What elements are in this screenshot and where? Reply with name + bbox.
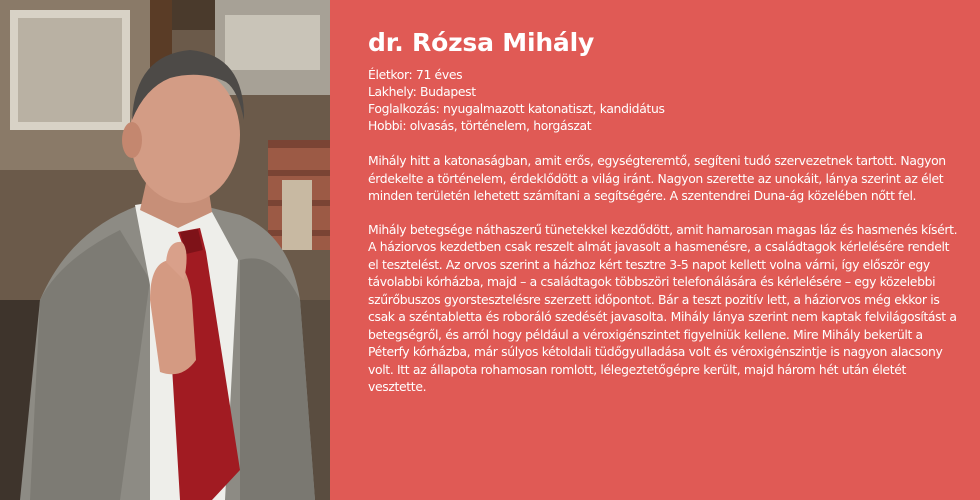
- bio-panel: [330, 0, 980, 500]
- person-name: dr. Rózsa Mihály: [368, 28, 595, 57]
- fact-age: Életkor: 71 éves: [368, 67, 463, 82]
- facts-list: [368, 66, 958, 134]
- portrait-photo: [0, 0, 330, 500]
- bio-paragraph-1: Mihály hitt a katonaságban, amit erős, egységteremtő, segíteni tudó szervezetnek tartott. Nagyon érdekelte a történelem, érdeklődött a világ iránt. Nagyon szerette az unokáit, lánya szerint az élet minden területén lehetett számítani a segítségére. A szentendrei Duna-ág közelében nőtt fel.: [368, 153, 946, 203]
- fact-occupation: Foglalkozás: nyugalmazott katonatiszt, kandidátus: [368, 101, 665, 116]
- fact-residence: Lakhely: Budapest: [368, 84, 476, 99]
- bio-paragraph-2: Mihály betegsége náthaszerű tünetekkel kezdődött, amit hamarosan magas láz és hasmenés kísért. A háziorvos kezdetben csak reszelt almát javasolt a hasmenésre, a családtagok kérlelésére rendelt el tesztelést. Az orvos szerint a házhoz kért tesztre 3-5 napot kellett volna várni, így először egy távolabbi kórházba, majd – a családtagok többszöri telefonálására és kérlelésére – egy közelebbi szűrőbuszos gyorstesztelésre szerzett időpontot. Bár a teszt pozitív lett, a háziorvos még ekkor is csak a széntabletta és roboráló szedését javasolta. Mihály lánya szerint nem kaptak felvilágosítást a betegségről, és arról hogy például a véroxigénszintet figyelniük kellene. Mire Mihály bekerült a Péterfy kórházba, már súlyos kétoldali tüdőgyulladása volt és véroxigénszintje is nagyon alacsony volt. Itt az állapota rohamosan romlott, lélegeztetőgépre került, majd három hét után életét vesztette.: [368, 221, 958, 394]
- fact-hobbies: Hobbi: olvasás, történelem, horgászat: [368, 118, 592, 133]
